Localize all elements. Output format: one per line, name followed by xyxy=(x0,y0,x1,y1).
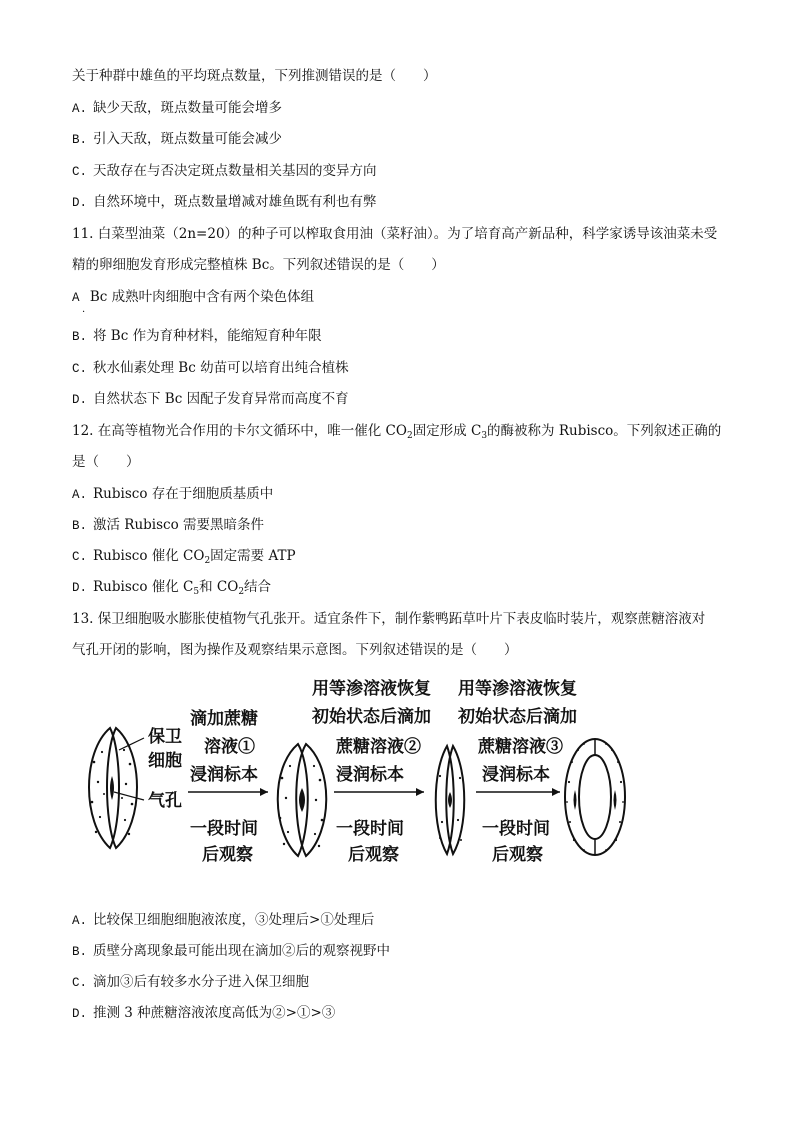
q12-stem-line1: 12. 在高等植物光合作用的卡尔文循环中，唯一催化 $CO_2$固定形成 $C_3$的酶被称为 Rubisco。下列叙述正确的 xyxy=(72,423,722,441)
arrow-2 xyxy=(334,788,424,796)
arrow-3 xyxy=(476,788,560,796)
stray-dot: · xyxy=(82,307,86,318)
step2-text xyxy=(311,678,431,862)
q12-option-a: A. Rubisco 存在于细胞质基质中 xyxy=(72,486,274,502)
svg-text:后观察: 后观察 xyxy=(348,845,399,862)
q11-option-d: D. 自然状态下 Bc 因配子发育异常而高度不育 xyxy=(72,391,349,407)
q11-stem-line1: 11. 白菜型油菜（2n=20）的种子可以榨取食用油（菜籽油）。为了培育高产新品种，科学家诱导该油菜未受 xyxy=(72,226,718,242)
q10-option-b: B. 引入天敌，斑点数量可能会减少 xyxy=(72,131,283,147)
q13-stem-line2: 气孔开闭的影响，图为操作及观察结果示意图。下列叙述错误的是（ ） xyxy=(72,642,518,658)
svg-text:蔗糖溶液②: 蔗糖溶液② xyxy=(336,737,421,757)
svg-text:浸润标本: 浸润标本 xyxy=(336,765,404,785)
svg-text:浸润标本: 浸润标本 xyxy=(190,765,258,785)
q11-option-c: C. 秋水仙素处理 Bc 幼苗可以培育出纯合植株 xyxy=(72,360,349,376)
svg-text:溶液①: 溶液① xyxy=(204,737,255,757)
stomata-diagram xyxy=(72,672,632,862)
svg-text:后观察: 后观察 xyxy=(202,845,253,862)
q13-stem-line1: 13. 保卫细胞吸水膨胀使植物气孔张开。适宜条件下，制作紫鸭跖草叶片下表皮临时装片，观察蔗糖溶液对 xyxy=(72,611,706,627)
svg-text:初始状态后滴加: 初始状态后滴加 xyxy=(458,707,577,727)
q12-option-c: C. Rubisco 催化 $CO_2$固定需要 ATP xyxy=(72,548,296,566)
label-guard-cell-2: 细胞 xyxy=(148,751,182,771)
svg-text:一段时间: 一段时间 xyxy=(190,819,258,839)
svg-text:后观察: 后观察 xyxy=(492,845,543,862)
q10-option-a: A. 缺少天敌，斑点数量可能会增多 xyxy=(72,100,283,116)
q13-option-a: A. 比较保卫细胞细胞液浓度，③处理后>①处理后 xyxy=(72,912,375,928)
q10-option-c: C. 天敌存在与否决定斑点数量相关基因的变异方向 xyxy=(72,163,377,179)
arrow-1 xyxy=(188,788,268,796)
svg-text:浸润标本: 浸润标本 xyxy=(482,765,550,785)
svg-text:蔗糖溶液③: 蔗糖溶液③ xyxy=(478,737,563,757)
stoma-after-2 xyxy=(436,746,465,854)
q11-option-a: A Bc 成熟叶肉细胞中含有两个染色体组 xyxy=(72,289,315,305)
svg-text:滴加蔗糖: 滴加蔗糖 xyxy=(190,709,258,729)
svg-text:用等渗溶液恢复: 用等渗溶液恢复 xyxy=(312,679,431,699)
q10-stem: 关于种群中雄鱼的平均斑点数量，下列推测错误的是（ ） xyxy=(72,68,437,84)
stoma-initial xyxy=(89,728,144,848)
q12-option-d: D. Rubisco 催化 $C_5$和 $CO_2$结合 xyxy=(72,579,272,597)
svg-text:一段时间: 一段时间 xyxy=(336,819,404,839)
stoma-after-1 xyxy=(278,744,327,856)
step1-text xyxy=(190,708,258,862)
q13-option-b: B. 质壁分离现象最可能出现在滴加②后的观察视野中 xyxy=(72,943,391,959)
q12-option-b: B. 激活 Rubisco 需要黑暗条件 xyxy=(72,517,265,533)
label-guard-cell-1: 保卫 xyxy=(148,727,182,747)
q13-option-c: C. 滴加③后有较多水分子进入保卫细胞 xyxy=(72,974,310,990)
svg-text:用等渗溶液恢复: 用等渗溶液恢复 xyxy=(458,679,577,699)
q11-option-b: B. 将 Bc 作为育种材料，能缩短育种年限 xyxy=(72,328,322,344)
label-pore: 气孔 xyxy=(148,791,182,811)
svg-text:初始状态后滴加: 初始状态后滴加 xyxy=(312,707,431,727)
q13-option-d: D. 推测 3 种蔗糖溶液浓度高低为②>①>③ xyxy=(72,1005,336,1021)
q11-stem-line2: 精的卵细胞发育形成完整植株 Bc。下列叙述错误的是（ ） xyxy=(72,257,445,273)
step3-text xyxy=(457,678,577,862)
stoma-after-3 xyxy=(565,739,625,855)
q10-option-d: D. 自然环境中，斑点数量增减对雄鱼既有利也有弊 xyxy=(72,194,377,210)
q12-stem-line2: 是（ ） xyxy=(72,454,140,470)
svg-text:一段时间: 一段时间 xyxy=(482,819,550,839)
